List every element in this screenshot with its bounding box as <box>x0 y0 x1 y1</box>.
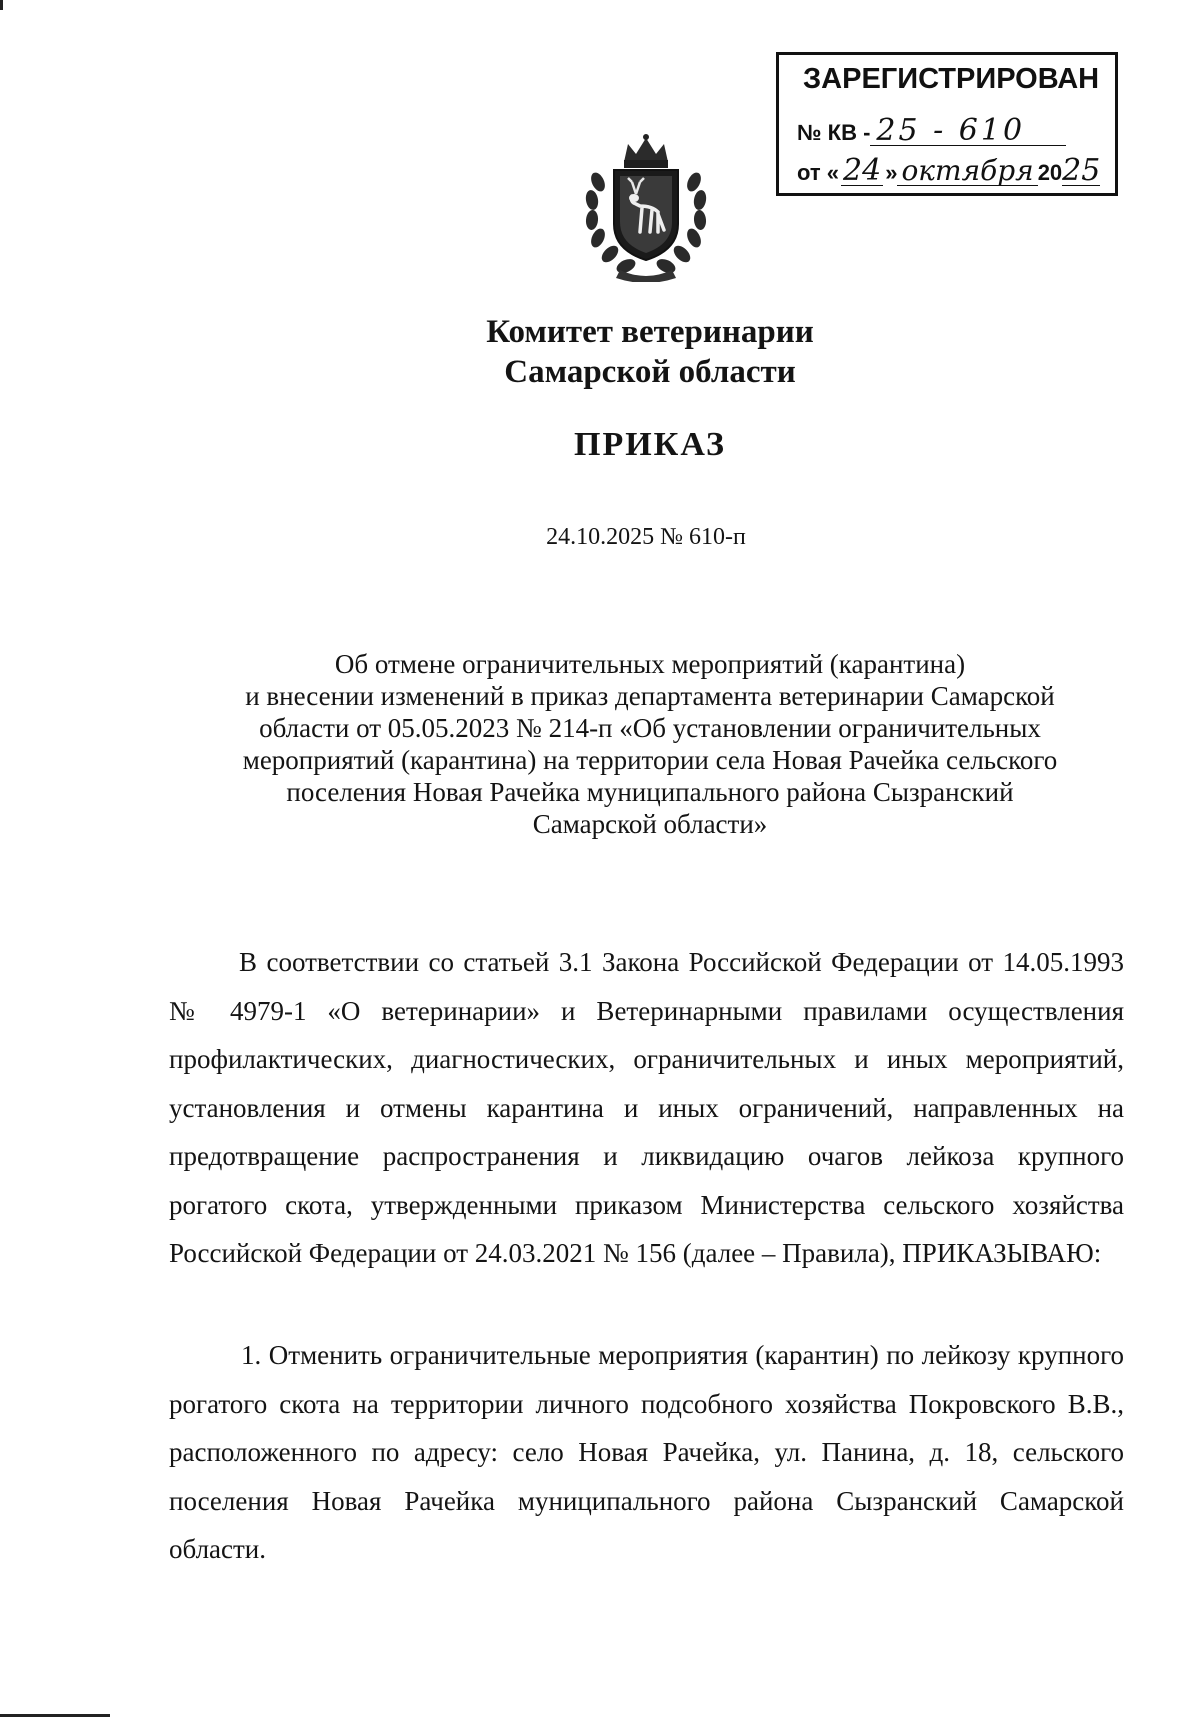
stamp-title: ЗАРЕГИСТРИРОВАН <box>803 63 1100 95</box>
scan-edge-mark <box>0 0 3 10</box>
stamp-year-suffix: 25 <box>1062 153 1101 188</box>
stamp-date-mid: » <box>885 160 898 185</box>
subject-line: Самарской области» <box>532 809 768 839</box>
organization-name-line1: Комитет ветеринарии <box>486 314 814 350</box>
subject-line: области от 05.05.2023 № 214-п «Об установлении ограничительных <box>259 713 1041 743</box>
order-subject <box>190 648 1110 840</box>
stamp-date-day: 24 <box>843 153 882 188</box>
stamp-number-handwritten: 25 - 610 <box>870 117 1066 146</box>
subject-line: мероприятий (карантина) на территории села Новая Рачейка сельского <box>242 745 1058 775</box>
body-paragraph-preamble: В соответствии со статьей 3.1 Закона Российской Федерации от 14.05.1993 № 4979-1 «О ветеринарии» и Ветеринарными правилами осуществления профилактических, диагностических, ограничительных и иных мероприятий, установления и отмены карантина и иных ограничений, направленных на предотвращение распространения и ликвидацию очагов лейкоза крупного рогатого скота, утвержденными приказом Министерства сельского хозяйства Российской Федерации от 24.03.2021 № 156 (далее – Правила), ПРИКАЗЫВАЮ: <box>169 947 1124 1268</box>
stamp-year-prefix: 20 <box>1037 160 1063 185</box>
stamp-date-line <box>797 153 1101 188</box>
stamp-date-prefix: от « <box>797 160 840 185</box>
order-number: 24.10.2025 № 610-п <box>546 524 746 550</box>
scan-edge-mark <box>0 1714 110 1717</box>
samara-coat-of-arms-icon <box>580 132 712 282</box>
subject-line: Об отмене ограничительных мероприятий (карантина) <box>334 649 966 679</box>
stamp-number-prefix: № КВ - <box>797 120 871 145</box>
registration-stamp <box>776 52 1118 196</box>
stamp-number-line <box>797 113 1066 148</box>
order-title: ПРИКАЗ <box>574 426 726 463</box>
body-paragraph-item-1: 1. Отменить ограничительные мероприятия (карантин) по лейкозу крупного рогатого скота на территории личного подсобного хозяйства Покровского В.В., расположенного по адресу: село Новая Рачейка, ул. Панина, д. 18, сельского поселения Новая Рачейка муниципального района Сызранский Самарской области. <box>169 1340 1124 1564</box>
organization-name-line2: Самарской области <box>504 354 796 390</box>
stamp-date-month: октября <box>897 157 1037 186</box>
subject-line: и внесении изменений в приказ департамента ветеринарии Самарской <box>245 681 1055 711</box>
subject-line: поселения Новая Рачейка муниципального района Сызранский <box>286 777 1014 807</box>
